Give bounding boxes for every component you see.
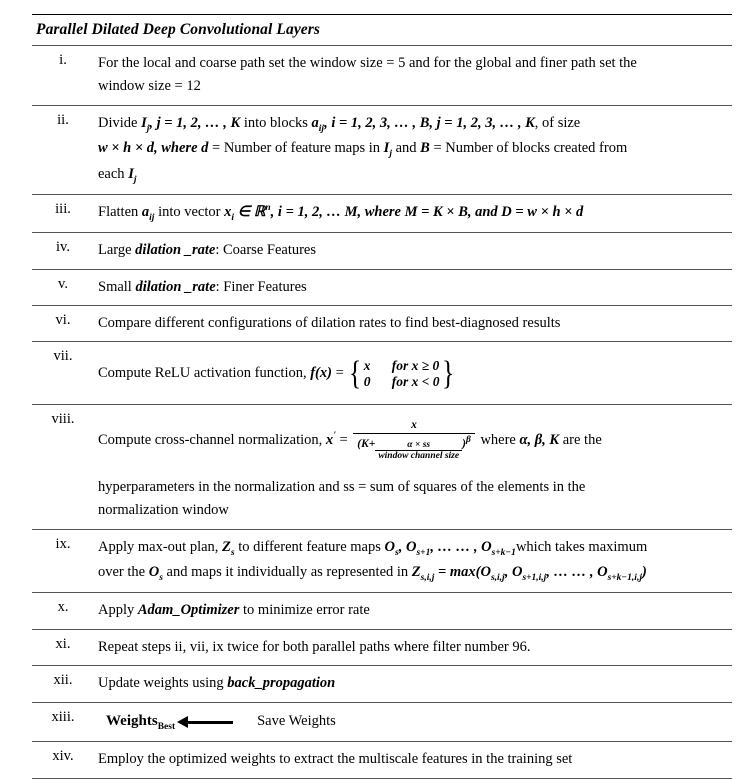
text-fragment: (K+ — [357, 437, 376, 450]
math-symbol: Z — [222, 538, 231, 555]
text-fragment: Compute ReLU activation function, — [98, 365, 311, 382]
math-symbol: I — [141, 114, 147, 131]
step-number: xiii. — [32, 702, 94, 741]
text-fragment: where — [476, 431, 520, 448]
nested-denominator: window channel size — [375, 450, 462, 462]
math-symbol: , O — [504, 564, 523, 581]
term-emphasis: back_propagation — [227, 675, 336, 692]
math-symbol: x — [325, 431, 334, 448]
term-emphasis: Adam_Optimizer — [137, 602, 240, 619]
term-emphasis: dilation _rate — [135, 278, 216, 295]
math-superscript: n — [265, 202, 271, 213]
step-body — [94, 529, 732, 593]
text-fragment: each — [98, 165, 129, 182]
step-number: vi. — [32, 306, 94, 342]
fraction-denominator — [353, 433, 475, 462]
math-subscript: j — [389, 149, 392, 160]
fraction-numerator: x — [411, 418, 417, 431]
step-number: v. — [32, 269, 94, 305]
text-fragment: which takes maximum — [515, 538, 648, 555]
text-fragment: into vector — [154, 203, 225, 220]
math-subscript: s+k−1,i,j — [607, 572, 642, 583]
table-row — [32, 702, 732, 741]
step-line: normalization window — [98, 502, 229, 519]
math-symbol: B — [420, 140, 430, 157]
math-subscript: s,i,j — [490, 572, 505, 583]
weights-assignment — [98, 709, 728, 735]
text-fragment: to different feature maps — [234, 538, 385, 555]
math-prime: ' — [333, 430, 336, 441]
step-body: Employ the optimized weights to extract the multiscale features in the training set — [94, 742, 732, 778]
math-subscript: s — [230, 547, 235, 558]
algorithm-table — [32, 14, 732, 779]
nested-numerator: α × ss — [407, 439, 431, 450]
step-line: hyperparameters in the normalization and ss = sum of squares of the elements in the — [98, 478, 586, 495]
step-body — [94, 404, 732, 529]
math-expression: w × h × d, where d — [98, 140, 209, 157]
text-fragment: , of size — [534, 114, 581, 131]
table-row — [32, 593, 732, 629]
text-fragment: Flatten — [98, 203, 142, 220]
text-fragment: and — [391, 140, 421, 157]
text-fragment: Divide — [98, 114, 142, 131]
math-symbol: x — [224, 203, 232, 220]
math-subscript: j — [133, 174, 137, 185]
step-number: iii. — [32, 194, 94, 232]
term-emphasis: dilation _rate — [135, 242, 216, 259]
text-fragment: Apply — [98, 602, 138, 619]
text-fragment: Apply max-out plan, — [98, 538, 223, 555]
text-fragment: into blocks — [240, 114, 312, 131]
step-body — [94, 593, 732, 629]
table-row — [32, 306, 732, 342]
math-operator: = — [331, 365, 348, 382]
text-fragment: Small — [98, 278, 136, 295]
step-number: i. — [32, 46, 94, 106]
math-symbol: I — [128, 165, 134, 182]
step-body — [94, 702, 732, 741]
step-number: iv. — [32, 233, 94, 269]
save-weights-label: Save Weights — [257, 713, 336, 730]
step-line: For the local and coarse path set the window size = 5 and for the global and finer path set the — [98, 55, 637, 71]
math-symbol: , O — [398, 538, 417, 555]
step-number: x. — [32, 593, 94, 629]
weights-text: Weights — [106, 712, 158, 729]
math-subscript: s — [159, 572, 163, 583]
weights-subscript: Best — [157, 721, 176, 732]
text-fragment: = Number of blocks created from — [429, 140, 628, 157]
math-expression: ∈ ℝ — [234, 203, 266, 220]
math-expression: α, β, K — [519, 431, 560, 448]
table-row — [32, 269, 732, 305]
text-fragment: : Coarse Features — [215, 242, 317, 259]
table-row — [32, 529, 732, 593]
math-superscript: β — [465, 434, 471, 445]
piecewise-function — [347, 355, 455, 393]
step-body — [94, 269, 732, 305]
text-fragment: to minimize error rate — [239, 602, 370, 619]
text-fragment: Large — [98, 242, 136, 259]
math-symbol: , … … , O — [430, 538, 492, 555]
step-line — [98, 561, 728, 586]
math-subscript: ij — [318, 123, 325, 134]
step-line — [98, 112, 728, 137]
table-row — [32, 742, 732, 778]
step-number: viii. — [32, 404, 94, 529]
math-expression: , j = 1, 2, … , K — [149, 114, 241, 131]
math-symbol: a — [141, 203, 150, 220]
math-symbol: ) — [641, 564, 647, 581]
fraction — [353, 419, 475, 462]
case-condition: for x < 0 — [391, 374, 440, 389]
text-fragment: ) — [462, 437, 466, 450]
step-line — [98, 201, 728, 226]
step-body: Compare different configurations of dilation rates to find best-diagnosed results — [94, 306, 732, 342]
step-body: Repeat steps ii, vii, ix twice for both parallel paths where filter number 96. — [94, 629, 732, 665]
table-row — [32, 233, 732, 269]
math-expression: = max(O — [434, 564, 491, 581]
step-number: ix. — [32, 529, 94, 593]
table-row — [32, 404, 732, 529]
math-subscript: s+1 — [416, 547, 431, 558]
table-row — [32, 342, 732, 404]
math-expression: , i = 1, 2, 3, … , B, j = 1, 2, 3, … , K — [324, 114, 535, 131]
math-subscript: s+k−1 — [491, 547, 516, 558]
step-number: xi. — [32, 629, 94, 665]
step-body — [94, 342, 732, 404]
math-subscript: i — [231, 212, 234, 223]
math-subscript: ij — [149, 212, 155, 223]
step-line: window size = 12 — [98, 78, 201, 95]
math-symbol: a — [311, 114, 319, 131]
math-symbol: , … … , O — [546, 564, 608, 581]
brace-left-icon: { — [349, 355, 362, 393]
table-row — [32, 105, 732, 194]
math-symbol: O — [148, 564, 160, 581]
page-title: Parallel Dilated Deep Convolutional Layers — [32, 15, 732, 46]
case-value: 0 — [363, 374, 371, 389]
math-operator: = — [335, 431, 352, 448]
text-fragment: and maps it individually as represented in — [162, 564, 412, 581]
math-expression: f(x) — [310, 365, 332, 382]
step-number: xiv. — [32, 742, 94, 778]
text-fragment: Update weights using — [98, 675, 228, 692]
case-condition: for x ≥ 0 — [391, 358, 440, 374]
math-subscript: s+1,i,j — [522, 572, 547, 583]
brace-right-icon: } — [441, 355, 454, 393]
table-row — [32, 46, 732, 106]
text-fragment: : Finer Features — [215, 278, 307, 295]
table-row — [32, 666, 732, 702]
math-subscript: s,i,j — [420, 572, 435, 583]
step-body — [94, 194, 732, 232]
step-body — [94, 105, 732, 194]
math-symbol: I — [383, 140, 390, 157]
step-line — [98, 137, 728, 162]
nested-fraction — [375, 440, 462, 462]
step-number: xii. — [32, 666, 94, 702]
step-body — [94, 666, 732, 702]
left-arrow-icon — [177, 716, 235, 728]
case-value: x — [363, 358, 371, 374]
weights-best-label — [98, 709, 175, 735]
text-fragment: are the — [559, 431, 602, 448]
step-body — [94, 46, 732, 106]
step-body — [94, 233, 732, 269]
math-expression: , i = 1, 2, … M, where M = K × B, and D = w × h × d — [270, 203, 584, 220]
text-fragment: Compute cross-channel normalization, — [98, 431, 326, 448]
math-symbol: O — [384, 538, 396, 555]
table-row — [32, 194, 732, 232]
math-symbol: Z — [411, 564, 421, 581]
step-line — [98, 163, 728, 188]
step-line — [98, 536, 728, 561]
step-number: vii. — [32, 342, 94, 404]
table-title-row — [32, 15, 732, 46]
text-fragment: over the — [98, 564, 149, 581]
text-fragment: = Number of feature maps in — [208, 140, 384, 157]
math-subscript: j — [146, 123, 150, 134]
math-subscript: s — [395, 547, 399, 558]
table-row — [32, 629, 732, 665]
step-line — [98, 411, 728, 468]
step-number: ii. — [32, 105, 94, 194]
